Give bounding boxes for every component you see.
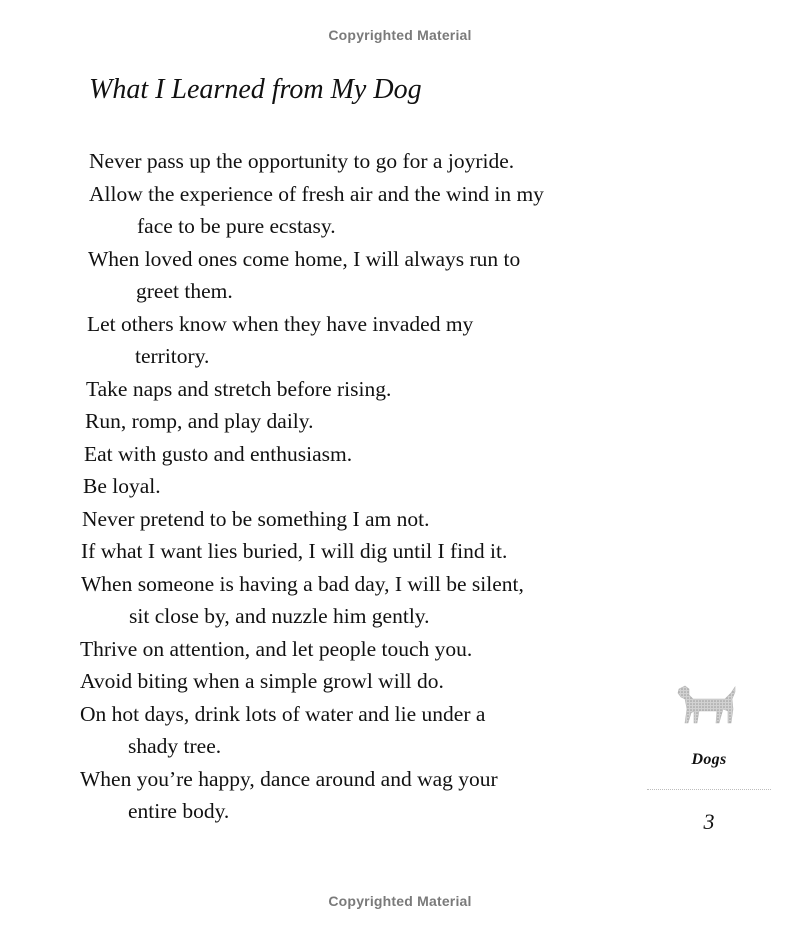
line-text: Let others know when they have invaded my bbox=[87, 311, 474, 336]
line-continuation: territory. bbox=[135, 344, 210, 368]
line-text: Run, romp, and play daily. bbox=[85, 409, 314, 433]
body-text bbox=[0, 145, 640, 828]
line-continuation: shady tree. bbox=[128, 734, 222, 758]
line-text: Never pretend to be something I am not. bbox=[82, 506, 430, 531]
line-item bbox=[89, 178, 640, 243]
line-text: Be loyal. bbox=[83, 474, 161, 498]
line-item bbox=[86, 373, 640, 406]
line-item bbox=[81, 568, 640, 633]
line-continuation: entire body. bbox=[128, 799, 230, 823]
line-continuation: face to be pure ecstasy. bbox=[137, 214, 336, 238]
line-text: When loved ones come home, I will always run to bbox=[88, 246, 521, 271]
line-text: Allow the experience of fresh air and the wind in my bbox=[89, 181, 544, 206]
line-text: When you’re happy, dance around and wag your bbox=[80, 766, 498, 791]
line-continuation: greet them. bbox=[136, 279, 233, 303]
line-text: Avoid biting when a simple growl will do. bbox=[80, 669, 444, 693]
copyright-header: Copyrighted Material bbox=[328, 27, 472, 43]
line-item bbox=[80, 698, 640, 763]
line-item bbox=[80, 633, 640, 666]
line-item bbox=[80, 763, 640, 828]
line-text: Eat with gusto and enthusiasm. bbox=[84, 441, 353, 466]
line-item bbox=[89, 145, 640, 178]
copyright-footer: Copyrighted Material bbox=[328, 893, 472, 909]
section-label: Dogs bbox=[691, 751, 727, 768]
divider bbox=[647, 789, 771, 790]
line-text: Never pass up the opportunity to go for a joyride. bbox=[89, 149, 515, 173]
line-item bbox=[82, 503, 640, 536]
page-number: 3 bbox=[703, 809, 715, 834]
line-text: Take naps and stretch before rising. bbox=[86, 376, 392, 401]
line-text: On hot days, drink lots of water and lie under a bbox=[80, 701, 486, 726]
line-item bbox=[87, 308, 640, 373]
line-item bbox=[80, 665, 640, 698]
dog-icon bbox=[675, 679, 741, 731]
line-continuation: sit close by, and nuzzle him gently. bbox=[129, 604, 430, 628]
line-item bbox=[85, 405, 640, 438]
line-text: When someone is having a bad day, I will be silent, bbox=[81, 571, 524, 596]
line-text: If what I want lies buried, I will dig until I find it. bbox=[81, 539, 508, 563]
line-text: Thrive on attention, and let people touch you. bbox=[80, 636, 473, 661]
page-title: What I Learned from My Dog bbox=[89, 74, 422, 105]
line-item bbox=[84, 438, 640, 471]
line-item bbox=[88, 243, 640, 308]
line-item bbox=[83, 470, 640, 503]
line-item bbox=[81, 535, 640, 568]
